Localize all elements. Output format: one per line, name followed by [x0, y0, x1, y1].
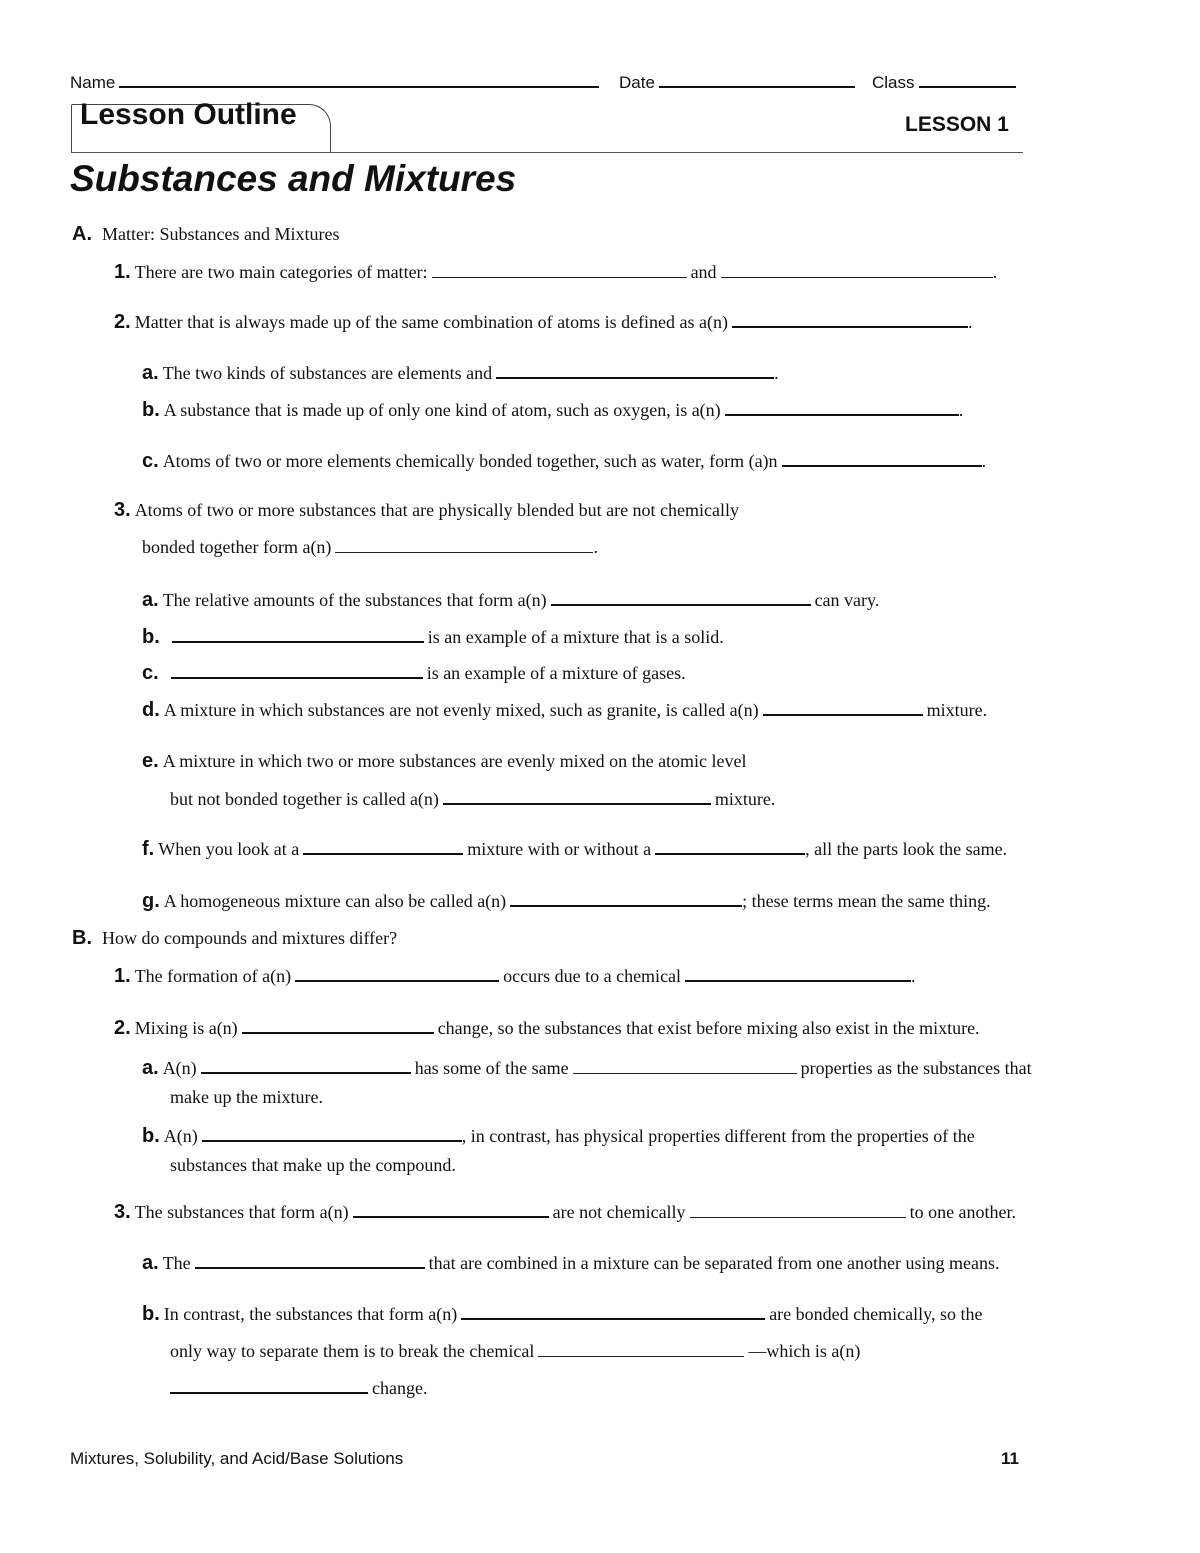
- answer-blank[interactable]: [172, 627, 424, 643]
- answer-blank[interactable]: [353, 1202, 549, 1218]
- item-text: change, so the substances that exist before mixing also exist in the mixture.: [437, 1018, 980, 1038]
- item-a1: [114, 261, 997, 284]
- item-number: 2.: [114, 1017, 131, 1039]
- answer-blank[interactable]: [303, 839, 463, 855]
- answer-blank[interactable]: [510, 891, 742, 907]
- answer-blank[interactable]: [461, 1304, 765, 1320]
- item-a2a: [142, 362, 779, 385]
- item-text: can vary.: [814, 590, 880, 610]
- item-letter: c.: [142, 450, 159, 472]
- section-b-text: How do compounds and mixtures differ?: [102, 928, 398, 948]
- item-text: The two kinds of substances are elements and: [162, 363, 493, 383]
- item-text: A(n): [162, 1058, 197, 1078]
- item-text: .: [981, 451, 987, 471]
- answer-blank[interactable]: [538, 1342, 744, 1357]
- item-text: Matter that is always made up of the same combination of atoms is defined as a(n): [134, 312, 729, 332]
- item-letter: g.: [142, 890, 160, 912]
- answer-blank[interactable]: [690, 1203, 906, 1218]
- item-number: 2.: [114, 311, 131, 333]
- item-text: .: [968, 312, 973, 332]
- item-text: A substance that is made up of only one kind of atom, such as oxygen, is a(n): [163, 400, 721, 420]
- answer-blank[interactable]: [443, 789, 711, 805]
- item-text: to one another.: [909, 1202, 1017, 1222]
- item-b1: [114, 965, 916, 988]
- class-blank[interactable]: [919, 72, 1016, 88]
- item-text: The relative amounts of the substances that form a(n): [162, 590, 547, 610]
- item-text: mixture.: [714, 789, 776, 809]
- item-b2a: [142, 1057, 1032, 1080]
- lesson-number: LESSON 1: [905, 113, 1009, 136]
- class-field[interactable]: [872, 72, 1016, 93]
- name-label: Name: [70, 73, 116, 92]
- item-text: .: [593, 537, 598, 557]
- item-text: .: [911, 966, 916, 986]
- answer-blank[interactable]: [202, 1126, 462, 1142]
- item-text: The formation of a(n): [134, 966, 292, 986]
- date-field[interactable]: [619, 72, 855, 93]
- answer-blank[interactable]: [551, 590, 811, 606]
- item-letter: b.: [142, 399, 160, 421]
- answer-blank[interactable]: [432, 263, 687, 278]
- item-text: substances that make up the compound.: [170, 1155, 456, 1175]
- item-letter: e.: [142, 750, 159, 772]
- section-a-text: Matter: Substances and Mixtures: [102, 224, 340, 244]
- answer-blank[interactable]: [573, 1059, 797, 1074]
- item-b3b-line2: [170, 1341, 860, 1362]
- item-text: only way to separate them is to break the chemical: [170, 1341, 535, 1361]
- item-letter: b.: [142, 1125, 160, 1147]
- item-a3c: [142, 662, 686, 685]
- item-text: .: [992, 262, 998, 282]
- item-text: , in contrast, has physical properties different from the properties of the: [461, 1126, 975, 1146]
- item-a3g: [142, 890, 991, 913]
- item-text: A mixture in which two or more substances are evenly mixed on the atomic level: [162, 751, 747, 771]
- item-text: .: [958, 400, 964, 420]
- section-b-label: B.: [72, 927, 92, 949]
- name-blank[interactable]: [119, 72, 599, 88]
- section-b-heading: [72, 927, 397, 950]
- answer-blank[interactable]: [295, 966, 499, 982]
- answer-blank[interactable]: [782, 451, 982, 467]
- page-number: 11: [1001, 1449, 1019, 1468]
- item-text: but not bonded together is called a(n): [170, 789, 439, 809]
- item-text: are not chemically: [552, 1202, 686, 1222]
- item-b3: [114, 1201, 1016, 1224]
- class-label: Class: [872, 73, 915, 92]
- item-text: The substances that form a(n): [134, 1202, 349, 1222]
- answer-blank[interactable]: [721, 263, 993, 278]
- answer-blank[interactable]: [732, 312, 968, 328]
- item-number: 3.: [114, 1201, 131, 1223]
- item-a2: [114, 311, 973, 334]
- item-text: The: [162, 1253, 191, 1273]
- item-letter: d.: [142, 699, 160, 721]
- item-b2b: [142, 1125, 975, 1148]
- item-text: bonded together form a(n): [142, 537, 332, 557]
- item-a2c: [142, 450, 986, 473]
- item-text: When you look at a: [158, 839, 300, 859]
- item-b3a: [142, 1252, 999, 1275]
- item-text: Atoms of two or more elements chemically bonded together, such as water, form (a)n: [162, 451, 778, 471]
- item-text: mixture with or without a: [467, 839, 652, 859]
- answer-blank[interactable]: [201, 1058, 411, 1074]
- item-letter: a.: [142, 362, 159, 384]
- item-text: change.: [372, 1378, 428, 1398]
- item-a2b: [142, 399, 963, 422]
- item-text: There are two main categories of matter:: [134, 262, 428, 282]
- item-text: mixture.: [926, 700, 988, 720]
- item-letter: c.: [142, 662, 159, 684]
- item-text: ; these terms mean the same thing.: [742, 891, 991, 911]
- item-letter: a.: [142, 1057, 159, 1079]
- item-letter: b.: [142, 626, 160, 648]
- answer-blank[interactable]: [655, 839, 805, 855]
- answer-blank[interactable]: [496, 363, 774, 379]
- item-a3a: [142, 589, 879, 612]
- answer-blank[interactable]: [763, 700, 923, 716]
- item-a3-line2: [142, 537, 598, 558]
- item-text: In contrast, the substances that form a(n): [163, 1304, 458, 1324]
- item-text: A mixture in which substances are not evenly mixed, such as granite, is called a(n): [163, 700, 759, 720]
- answer-blank[interactable]: [685, 966, 911, 982]
- item-text: Mixing is a(n): [134, 1018, 238, 1038]
- item-number: 1.: [114, 965, 131, 987]
- item-a3f: [142, 838, 1007, 861]
- date-blank[interactable]: [659, 72, 855, 88]
- section-a-heading: [72, 223, 339, 246]
- lesson-outline-heading: Lesson Outline: [80, 98, 297, 131]
- item-b3b: [142, 1303, 982, 1326]
- item-number: 3.: [114, 499, 131, 521]
- item-text: , all the parts look the same.: [805, 839, 1008, 859]
- item-text: A homogeneous mixture can also be called a(n): [163, 891, 507, 911]
- item-b2a-line2: [170, 1087, 323, 1108]
- item-text: A(n): [163, 1126, 198, 1146]
- item-text: properties as the substances that: [800, 1058, 1032, 1078]
- item-a3e-line2: [170, 789, 775, 810]
- item-letter: b.: [142, 1303, 160, 1325]
- item-text: and: [690, 262, 717, 282]
- item-text: that are combined in a mixture can be separated from one another using means.: [428, 1253, 1000, 1273]
- answer-blank[interactable]: [170, 1378, 368, 1394]
- item-number: 1.: [114, 261, 131, 283]
- item-a3d: [142, 699, 987, 722]
- name-field[interactable]: [70, 72, 599, 93]
- item-text: is an example of a mixture of gases.: [426, 663, 686, 683]
- item-b2: [114, 1017, 980, 1040]
- item-b3b-line3: [170, 1378, 427, 1399]
- item-text: .: [774, 363, 779, 383]
- page-title: Substances and Mixtures: [70, 158, 517, 199]
- item-letter: a.: [142, 1252, 159, 1274]
- item-text: Atoms of two or more substances that are physically blended but are not chemically: [134, 500, 740, 520]
- item-a3e: [142, 750, 747, 773]
- item-text: has some of the same: [414, 1058, 569, 1078]
- item-a3b: [142, 626, 724, 649]
- answer-blank[interactable]: [171, 663, 423, 679]
- date-label: Date: [619, 73, 655, 92]
- item-letter: f.: [142, 838, 155, 860]
- footer-book-title: Mixtures, Solubility, and Acid/Base Solutions: [70, 1449, 404, 1468]
- item-text: —which is a(n): [748, 1341, 861, 1361]
- answer-blank[interactable]: [725, 400, 959, 416]
- item-text: occurs due to a chemical: [503, 966, 682, 986]
- header-rule: [71, 152, 1023, 153]
- answer-blank[interactable]: [195, 1253, 425, 1269]
- item-text: make up the mixture.: [170, 1087, 323, 1107]
- item-b2b-line2: [170, 1155, 456, 1176]
- item-a3: [114, 499, 739, 522]
- answer-blank[interactable]: [242, 1018, 434, 1034]
- item-text: is an example of a mixture that is a solid.: [427, 627, 724, 647]
- section-a-label: A.: [72, 223, 92, 245]
- item-text: are bonded chemically, so the: [769, 1304, 983, 1324]
- answer-blank[interactable]: [335, 538, 593, 553]
- item-letter: a.: [142, 589, 159, 611]
